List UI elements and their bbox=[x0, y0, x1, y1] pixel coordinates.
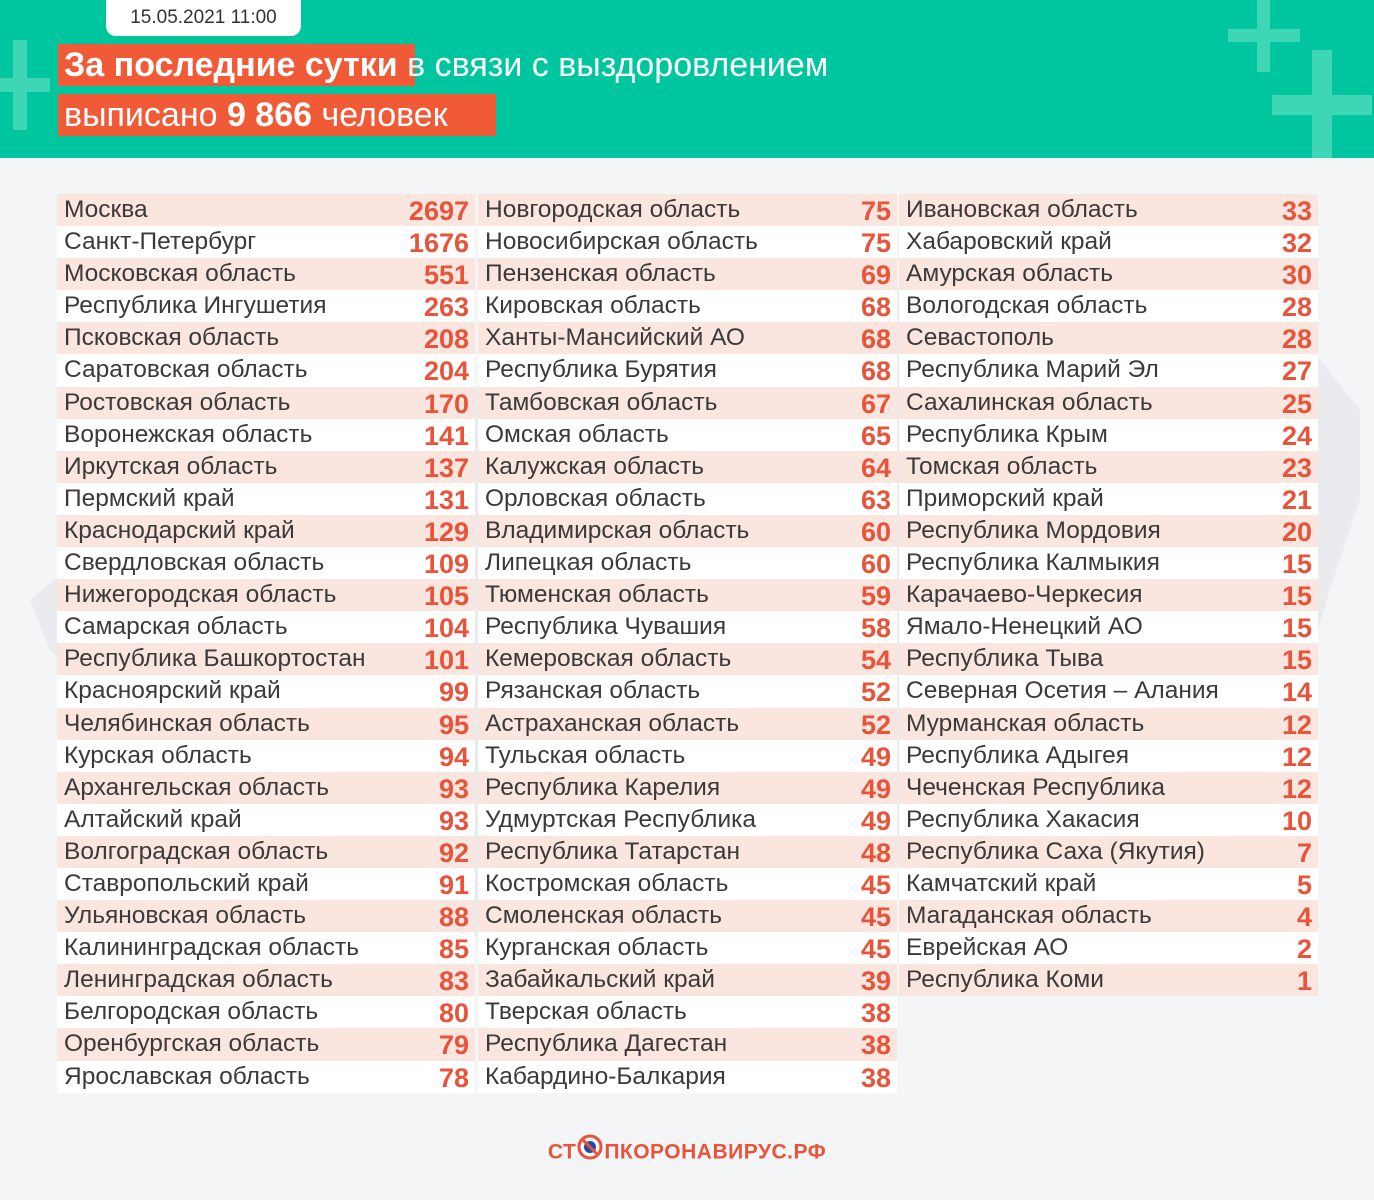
region-name: Владимирская область bbox=[485, 516, 750, 544]
region-name: Кемеровская область bbox=[485, 645, 732, 673]
region-row bbox=[478, 964, 897, 996]
region-name: Приморский край bbox=[906, 484, 1104, 512]
region-name: Иркутская область bbox=[64, 452, 278, 480]
region-row bbox=[478, 708, 897, 740]
region-name: Москва bbox=[64, 196, 148, 223]
region-name: Омская область bbox=[485, 420, 669, 448]
region-row bbox=[478, 900, 897, 932]
region-name: Ямало-Ненецкий АО bbox=[906, 613, 1143, 641]
logo-text-start: СТ bbox=[547, 1140, 577, 1164]
region-row bbox=[478, 804, 897, 836]
region-name: Северная Осетия – Алания bbox=[906, 677, 1219, 705]
region-value: 101 bbox=[423, 645, 469, 676]
region-value: 49 bbox=[860, 773, 891, 804]
region-row bbox=[478, 451, 897, 483]
region-row bbox=[478, 483, 897, 515]
region-value: 263 bbox=[423, 292, 469, 323]
region-name: Ставропольский край bbox=[64, 869, 309, 897]
region-value: 92 bbox=[438, 837, 469, 868]
region-name: Пермский край bbox=[64, 484, 235, 512]
region-row bbox=[478, 772, 897, 804]
logo-text-end: ПКОРОНАВИРУС.РФ bbox=[604, 1140, 827, 1164]
region-row bbox=[57, 387, 475, 419]
region-value: 1 bbox=[1296, 966, 1312, 997]
region-row bbox=[478, 611, 897, 643]
region-row bbox=[478, 675, 897, 707]
region-row bbox=[899, 194, 1318, 226]
region-name: Еврейская АО bbox=[906, 934, 1069, 962]
title-highlight-text: За последние сутки bbox=[64, 46, 398, 84]
region-value: 10 bbox=[1281, 805, 1312, 836]
region-row bbox=[57, 290, 475, 322]
region-value: 15 bbox=[1281, 549, 1312, 580]
region-name: Ульяновская область bbox=[64, 902, 307, 930]
region-value: 27 bbox=[1281, 356, 1312, 387]
region-value: 52 bbox=[860, 677, 891, 708]
region-value: 67 bbox=[860, 388, 891, 419]
region-name: Липецкая область bbox=[485, 549, 692, 577]
header-banner bbox=[0, 0, 1374, 158]
region-value: 24 bbox=[1281, 420, 1312, 451]
region-value: 104 bbox=[423, 613, 469, 644]
region-name: Тамбовская область bbox=[485, 388, 718, 416]
region-name: Астраханская область bbox=[485, 709, 740, 737]
region-name: Севастополь bbox=[906, 324, 1054, 352]
region-value: 141 bbox=[423, 420, 469, 451]
region-name: Псковская область bbox=[64, 324, 280, 352]
region-row bbox=[57, 547, 475, 579]
region-name: Челябинская область bbox=[64, 709, 310, 737]
region-row bbox=[478, 1061, 897, 1093]
region-name: Новосибирская область bbox=[485, 228, 758, 256]
region-row bbox=[899, 258, 1318, 290]
region-row bbox=[478, 996, 897, 1028]
region-name: Кабардино-Балкария bbox=[485, 1062, 726, 1090]
region-value: 80 bbox=[438, 998, 469, 1029]
region-value: 1676 bbox=[408, 228, 469, 259]
region-row bbox=[899, 611, 1318, 643]
region-name: Пензенская область bbox=[485, 260, 716, 288]
region-row bbox=[899, 322, 1318, 354]
region-row bbox=[899, 868, 1318, 900]
region-row bbox=[478, 322, 897, 354]
region-value: 12 bbox=[1281, 709, 1312, 740]
region-row bbox=[57, 226, 475, 258]
total-recovered: 9 866 bbox=[226, 96, 313, 134]
region-name: Красноярский край bbox=[64, 677, 281, 705]
region-row bbox=[478, 194, 897, 226]
virus-icon bbox=[577, 1134, 603, 1166]
region-value: 68 bbox=[860, 292, 891, 323]
region-value: 85 bbox=[438, 934, 469, 965]
region-value: 69 bbox=[860, 260, 891, 291]
region-name: Курганская область bbox=[485, 934, 709, 962]
region-row bbox=[478, 387, 897, 419]
region-name: Самарская область bbox=[64, 613, 288, 641]
region-row bbox=[478, 515, 897, 547]
region-row bbox=[899, 964, 1318, 996]
region-row bbox=[478, 354, 897, 386]
region-name: Ленинградская область bbox=[64, 966, 333, 994]
region-value: 28 bbox=[1281, 292, 1312, 323]
title-pre-text: выписано bbox=[64, 96, 218, 134]
region-name: Чеченская Республика bbox=[906, 773, 1165, 801]
title-post-text: человек bbox=[321, 96, 448, 134]
title-rest-text: в связи с выздоровлением bbox=[407, 46, 829, 84]
region-row bbox=[57, 643, 475, 675]
region-row bbox=[57, 868, 475, 900]
region-row bbox=[899, 643, 1318, 675]
region-name: Амурская область bbox=[906, 260, 1113, 288]
region-name: Кировская область bbox=[485, 292, 701, 320]
region-name: Камчатский край bbox=[906, 869, 1097, 897]
region-row bbox=[57, 1061, 475, 1093]
region-row bbox=[57, 772, 475, 804]
region-value: 39 bbox=[860, 966, 891, 997]
region-row bbox=[899, 804, 1318, 836]
region-value: 15 bbox=[1281, 613, 1312, 644]
region-name: Санкт-Петербург bbox=[64, 228, 257, 256]
region-row bbox=[57, 900, 475, 932]
region-row bbox=[478, 740, 897, 772]
region-value: 48 bbox=[860, 837, 891, 868]
region-value: 208 bbox=[423, 324, 469, 355]
region-row bbox=[899, 290, 1318, 322]
region-name: Ивановская область bbox=[906, 196, 1138, 223]
region-value: 45 bbox=[860, 902, 891, 933]
region-row bbox=[57, 932, 475, 964]
region-value: 91 bbox=[438, 869, 469, 900]
region-row bbox=[57, 836, 475, 868]
region-row bbox=[899, 675, 1318, 707]
region-name: Томская область bbox=[906, 452, 1098, 480]
region-value: 137 bbox=[423, 452, 469, 483]
region-value: 99 bbox=[438, 677, 469, 708]
region-row bbox=[57, 258, 475, 290]
region-row bbox=[899, 772, 1318, 804]
region-name: Республика Татарстан bbox=[485, 837, 741, 865]
region-row bbox=[57, 354, 475, 386]
region-row bbox=[478, 932, 897, 964]
region-value: 25 bbox=[1281, 388, 1312, 419]
region-name: Республика Саха (Якутия) bbox=[906, 837, 1205, 865]
region-value: 131 bbox=[423, 484, 469, 515]
region-name: Краснодарский край bbox=[64, 516, 295, 544]
region-value: 38 bbox=[860, 1030, 891, 1061]
region-name: Карачаево-Черкесия bbox=[906, 581, 1143, 609]
region-row bbox=[57, 804, 475, 836]
region-value: 52 bbox=[860, 709, 891, 740]
region-value: 93 bbox=[438, 773, 469, 804]
title-line-1 bbox=[64, 44, 828, 86]
region-row bbox=[478, 419, 897, 451]
plus-icon bbox=[0, 40, 50, 130]
region-value: 59 bbox=[860, 581, 891, 612]
region-name: Республика Ингушетия bbox=[64, 292, 327, 320]
region-value: 32 bbox=[1281, 228, 1312, 259]
region-name: Республика Крым bbox=[906, 420, 1108, 448]
region-value: 12 bbox=[1281, 741, 1312, 772]
region-name: Архангельская область bbox=[64, 773, 330, 801]
region-name: Ростовская область bbox=[64, 388, 291, 416]
region-row bbox=[57, 708, 475, 740]
region-value: 23 bbox=[1281, 452, 1312, 483]
region-row bbox=[899, 836, 1318, 868]
region-column-1 bbox=[57, 194, 475, 1093]
region-value: 94 bbox=[438, 741, 469, 772]
region-row bbox=[57, 451, 475, 483]
region-name: Забайкальский край bbox=[485, 966, 715, 994]
region-row bbox=[899, 483, 1318, 515]
region-value: 15 bbox=[1281, 645, 1312, 676]
region-value: 45 bbox=[860, 869, 891, 900]
region-name: Республика Тыва bbox=[906, 645, 1104, 673]
region-name: Хабаровский край bbox=[906, 228, 1112, 256]
region-row bbox=[899, 708, 1318, 740]
region-row bbox=[57, 579, 475, 611]
region-row bbox=[899, 932, 1318, 964]
region-value: 20 bbox=[1281, 516, 1312, 547]
region-value: 33 bbox=[1281, 196, 1312, 226]
region-value: 129 bbox=[423, 516, 469, 547]
region-name: Республика Карелия bbox=[485, 773, 721, 801]
region-name: Калужская область bbox=[485, 452, 705, 480]
region-name: Костромская область bbox=[485, 869, 729, 897]
region-value: 63 bbox=[860, 484, 891, 515]
region-value: 109 bbox=[423, 549, 469, 580]
region-row bbox=[57, 483, 475, 515]
region-name: Республика Хакасия bbox=[906, 805, 1140, 833]
region-value: 4 bbox=[1296, 902, 1312, 933]
region-row bbox=[899, 740, 1318, 772]
region-name: Воронежская область bbox=[64, 420, 313, 448]
title-line-2 bbox=[64, 94, 448, 136]
region-value: 54 bbox=[860, 645, 891, 676]
region-name: Орловская область bbox=[485, 484, 706, 512]
region-row bbox=[478, 579, 897, 611]
region-value: 49 bbox=[860, 741, 891, 772]
region-name: Ярославская область bbox=[64, 1062, 310, 1090]
region-name: Республика Коми bbox=[906, 966, 1104, 994]
region-value: 88 bbox=[438, 902, 469, 933]
region-row bbox=[478, 868, 897, 900]
region-name: Тульская область bbox=[485, 741, 686, 769]
region-row bbox=[57, 1028, 475, 1060]
region-value: 105 bbox=[423, 581, 469, 612]
region-row bbox=[478, 836, 897, 868]
region-row bbox=[899, 226, 1318, 258]
region-name: Тверская область bbox=[485, 998, 687, 1026]
region-column-2 bbox=[478, 194, 897, 1093]
region-row bbox=[899, 451, 1318, 483]
region-name: Курская область bbox=[64, 741, 252, 769]
region-value: 38 bbox=[860, 1062, 891, 1093]
region-row bbox=[57, 740, 475, 772]
region-row bbox=[478, 290, 897, 322]
region-row bbox=[57, 964, 475, 996]
region-row bbox=[57, 611, 475, 643]
region-row bbox=[899, 515, 1318, 547]
region-name: Оренбургская область bbox=[64, 1030, 320, 1058]
region-row bbox=[478, 547, 897, 579]
region-name: Республика Калмыкия bbox=[906, 549, 1160, 577]
region-value: 95 bbox=[438, 709, 469, 740]
region-value: 551 bbox=[423, 260, 469, 291]
region-value: 14 bbox=[1281, 677, 1312, 708]
region-row bbox=[57, 194, 475, 226]
region-row bbox=[478, 1028, 897, 1060]
region-row bbox=[899, 900, 1318, 932]
region-value: 21 bbox=[1281, 484, 1312, 515]
region-value: 2 bbox=[1296, 934, 1312, 965]
region-value: 78 bbox=[438, 1062, 469, 1093]
region-row bbox=[899, 579, 1318, 611]
region-row bbox=[57, 675, 475, 707]
region-value: 38 bbox=[860, 998, 891, 1029]
region-name: Волгоградская область bbox=[64, 837, 329, 865]
region-value: 68 bbox=[860, 356, 891, 387]
region-name: Алтайский край bbox=[64, 805, 242, 833]
region-row bbox=[899, 387, 1318, 419]
region-value: 68 bbox=[860, 324, 891, 355]
region-name: Республика Чувашия bbox=[485, 613, 727, 641]
region-name: Калининградская область bbox=[64, 934, 360, 962]
region-value: 12 bbox=[1281, 773, 1312, 804]
region-value: 204 bbox=[423, 356, 469, 387]
region-value: 93 bbox=[438, 805, 469, 836]
region-name: Республика Марий Эл bbox=[906, 356, 1159, 384]
region-row bbox=[57, 322, 475, 354]
region-row bbox=[478, 643, 897, 675]
region-name: Вологодская область bbox=[906, 292, 1148, 320]
region-value: 7 bbox=[1296, 837, 1312, 868]
region-value: 64 bbox=[860, 452, 891, 483]
region-value: 75 bbox=[860, 196, 891, 226]
region-row bbox=[57, 419, 475, 451]
region-value: 5 bbox=[1296, 869, 1312, 900]
region-value: 60 bbox=[860, 549, 891, 580]
region-name: Тюменская область bbox=[485, 581, 709, 609]
region-row bbox=[478, 226, 897, 258]
region-value: 28 bbox=[1281, 324, 1312, 355]
region-value: 15 bbox=[1281, 581, 1312, 612]
region-name: Республика Башкортостан bbox=[64, 645, 366, 673]
region-name: Республика Дагестан bbox=[485, 1030, 728, 1058]
region-value: 58 bbox=[860, 613, 891, 644]
region-name: Новгородская область bbox=[485, 196, 741, 223]
region-value: 79 bbox=[438, 1030, 469, 1061]
region-name: Саратовская область bbox=[64, 356, 308, 384]
region-name: Белгородская область bbox=[64, 998, 319, 1026]
region-value: 2697 bbox=[408, 196, 469, 226]
region-name: Удмуртская Республика bbox=[485, 805, 757, 833]
region-value: 65 bbox=[860, 420, 891, 451]
footer-logo bbox=[0, 1140, 1374, 1166]
region-value: 45 bbox=[860, 934, 891, 965]
region-name: Республика Бурятия bbox=[485, 356, 717, 384]
region-value: 30 bbox=[1281, 260, 1312, 291]
region-name: Республика Мордовия bbox=[906, 516, 1161, 544]
region-name: Свердловская область bbox=[64, 549, 325, 577]
region-column-3 bbox=[899, 194, 1318, 996]
region-value: 60 bbox=[860, 516, 891, 547]
region-name: Рязанская область bbox=[485, 677, 701, 705]
plus-icon bbox=[1272, 50, 1372, 158]
region-name: Смоленская область bbox=[485, 902, 722, 930]
region-value: 83 bbox=[438, 966, 469, 997]
region-row bbox=[899, 419, 1318, 451]
region-value: 170 bbox=[423, 388, 469, 419]
region-name: Московская область bbox=[64, 260, 296, 288]
region-name: Сахалинская область bbox=[906, 388, 1153, 416]
region-row bbox=[478, 258, 897, 290]
region-row bbox=[899, 547, 1318, 579]
date-label: 15.05.2021 11:00 bbox=[106, 0, 301, 36]
region-value: 49 bbox=[860, 805, 891, 836]
region-name: Мурманская область bbox=[906, 709, 1145, 737]
region-name: Магаданская область bbox=[906, 902, 1152, 930]
region-name: Нижегородская область bbox=[64, 581, 337, 609]
region-row bbox=[57, 996, 475, 1028]
region-name: Республика Адыгея bbox=[906, 741, 1130, 769]
region-row bbox=[899, 354, 1318, 386]
region-name: Ханты-Мансийский АО bbox=[485, 324, 745, 352]
region-row bbox=[57, 515, 475, 547]
region-value: 75 bbox=[860, 228, 891, 259]
